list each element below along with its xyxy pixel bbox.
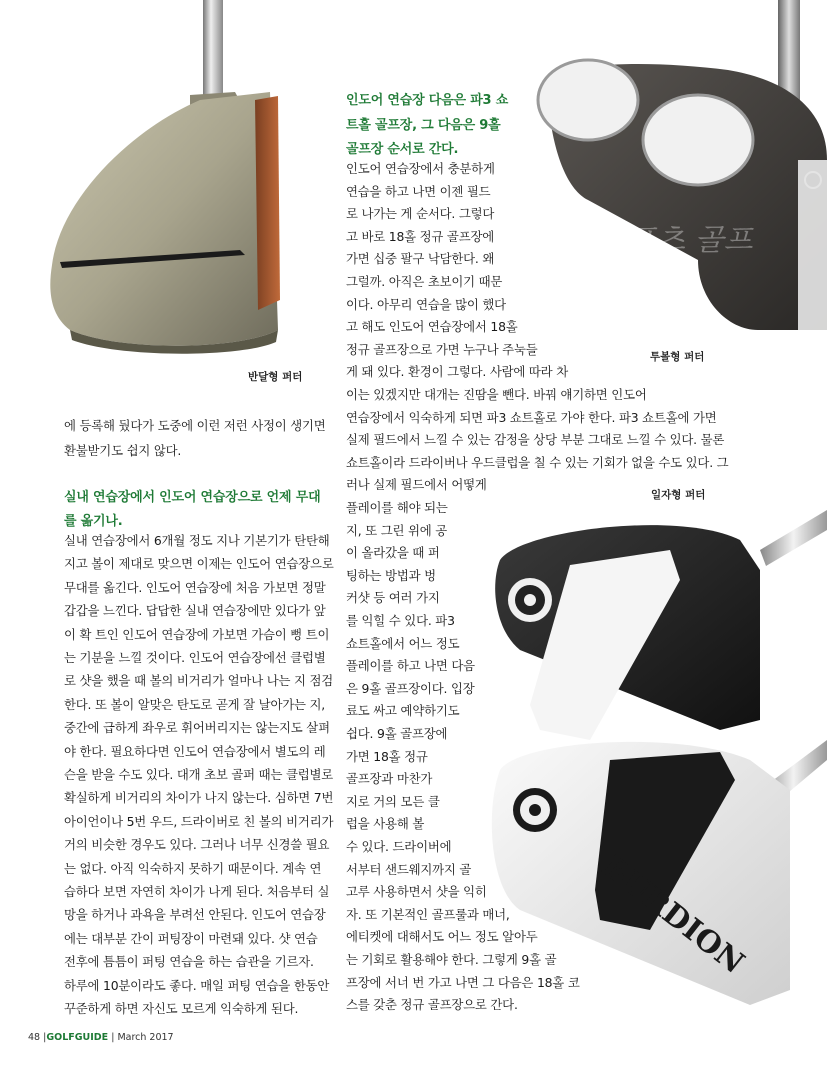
text-line: 야 한다. 필요하다면 인도어 연습장에서 별도의 레	[64, 743, 326, 759]
text-line: 플레이를 하고 나면 다음	[346, 658, 475, 674]
text-line: 쇼트홀에서 어느 정도	[346, 635, 460, 651]
text-line: 인도어 연습장 다음은 파3 쇼	[346, 93, 509, 108]
text-line: 환불받기도 쉽지 않다.	[64, 442, 182, 458]
text-line: 서부터 샌드웨지까지 골	[346, 861, 472, 877]
text-line: 실제 필드에서 느낄 수 있는 감정을 상당 부분 그대로 느낄 수 있다. 물론	[346, 432, 725, 448]
text-line: 이 확 트인 인도어 연습장에 가보면 가슴이 뻥 트이	[64, 626, 330, 642]
text-line: 프장에 서너 번 가고 나면 그 다음은 18홀 코	[346, 974, 580, 990]
text-line: 습하다 보면 자연히 차이가 나게 된다. 처음부터 실	[64, 884, 330, 899]
text-line: 인도어 연습장에서 충분하게	[346, 161, 495, 176]
text-line: 이다. 아무리 연습을 많이 했다	[346, 296, 506, 312]
text-line: 실내 연습장에서 6개월 정도 지나 기본기가 탄탄해	[64, 533, 330, 548]
text-line: 이는 있겠지만 대개는 진땀을 뺀다. 바꿔 얘기하면 인도어	[346, 387, 647, 402]
text-line: 를 익힐 수 있다. 파3	[346, 613, 455, 628]
text-line: 에티켓에 대해서도 어느 정도 알아두	[346, 929, 538, 945]
half-moon-putter-caption: 반달형 퍼터	[248, 371, 303, 383]
text-line: 한다. 또 볼이 알맞은 탄도로 곧게 잘 날아가는 지,	[64, 696, 326, 712]
text-line: 거의 비슷한 경우도 있다. 그러나 너무 신경쓸 필요	[64, 837, 330, 853]
text-line: 골프장과 마찬가	[346, 771, 433, 787]
text-line: 고루 사용하면서 샷을 익히	[346, 884, 487, 900]
text-line: 팅하는 방법과 벙	[346, 567, 436, 583]
text-line: 는 기회로 활용해야 한다. 그렇게 9홀 골	[346, 952, 557, 967]
text-line: 꾸준하게 하면 자신도 모르게 익숙하게 된다.	[64, 1001, 299, 1016]
page-footer	[28, 1032, 174, 1043]
text-line: 쉽다. 9홀 골프장에	[346, 726, 448, 741]
text-line: 러나 실제 필드에서 어떻게	[346, 477, 487, 493]
text-line: 는 없다. 아직 익숙하지 못하기 때문이다. 계속 연	[64, 860, 322, 876]
text-line: 에는 대부분 간이 퍼팅장이 마련돼 있다. 샷 연습	[64, 930, 318, 946]
text-line: 지, 또 그린 위에 공	[346, 522, 448, 538]
text-line: 하루에 10분이라도 좋다. 매일 퍼팅 연습을 한동안	[64, 977, 330, 993]
text-line: 플레이를 해야 되는	[346, 500, 448, 515]
text-line: 커샷 등 여러 가지	[346, 590, 440, 606]
text-line: 고 해도 인도어 연습장에서 18홀	[346, 319, 518, 335]
text-line: 지고 볼이 제대로 맞으면 이제는 인도어 연습장으로	[64, 556, 334, 572]
text-line: 로 나가는 게 순서다. 그렇다	[346, 206, 495, 222]
two-ball-putter-caption: 투볼형 퍼터	[650, 351, 705, 363]
text-line: 쇼트홀이라 드라이버나 우드클럽을 칠 수 있는 기회가 없을 수도 있다. 그	[346, 454, 729, 470]
text-line: 자. 또 기본적인 골프룰과 매너,	[346, 906, 510, 922]
text-line: 료도 싸고 예약하기도	[346, 703, 460, 719]
text-line: 중간에 급하게 좌우로 휘어버리지는 않는지도 살펴	[64, 720, 330, 736]
text-line: 게 돼 있다. 환경이 그렇다. 사람에 따라 차	[346, 364, 568, 380]
text-line: 무대를 옮긴다. 인도어 연습장에 처음 가보면 정말	[64, 579, 326, 595]
text-line: 골프장 순서로 간다.	[346, 142, 459, 157]
text-line: 는 기분을 느낄 것이다. 인도어 연습장에선 클럽별	[64, 650, 326, 665]
text-line: 럽을 사용해 볼	[346, 816, 425, 832]
page-number: 48	[28, 1032, 41, 1043]
text-line: 망을 하거나 과욕을 부려선 안된다. 인도어 연습장	[64, 907, 326, 923]
issue-date: March 2017	[117, 1032, 174, 1043]
text-line: 아이언이나 5번 우드, 드라이버로 친 볼의 비거리가	[64, 813, 334, 829]
text-line: 은 9홀 골프장이다. 입장	[346, 680, 475, 696]
watermark-text: 스포츠 골프	[598, 223, 753, 258]
text-line: 갑갑을 느낀다. 답답한 실내 연습장에만 있다가 앞	[64, 603, 326, 619]
text-line: 연습장에서 익숙하게 되면 파3 쇼트홀로 가야 한다. 파3 쇼트홀에 가면	[346, 409, 717, 425]
footer-separator: |	[43, 1032, 47, 1043]
text-line: 이 올라갔을 때 퍼	[346, 545, 440, 561]
text-line: 에 등록해 뒀다가 도중에 이런 저런 사정이 생기면	[64, 418, 326, 433]
footer-separator: |	[111, 1032, 115, 1043]
text-line: 확실하게 비거리의 차이가 나지 않는다. 심하면 7번	[64, 790, 334, 806]
text-line: 정규 골프장으로 가면 누구나 주눅들	[346, 341, 538, 357]
blade-putter-caption: 일자형 퍼터	[651, 489, 706, 501]
text-line: 를 옮기나.	[64, 514, 123, 529]
magazine-name: GOLFGUIDE	[46, 1032, 109, 1043]
half-moon-putter-image	[40, 0, 290, 360]
text-line: 가면 18홀 정규	[346, 748, 428, 764]
text-line: 로 샷을 했을 때 볼의 비거리가 얼마나 나는 지 점검	[64, 673, 334, 689]
text-line: 실내 연습장에서 인도어 연습장으로 언제 무대	[64, 490, 321, 505]
two-ball-putter-image	[528, 0, 827, 345]
text-line: 그럴까. 아직은 초보이기 때문	[346, 274, 503, 289]
burdion-brand-text: BURDION	[595, 848, 751, 982]
text-line: 가면 십중 팔구 낙담한다. 왜	[346, 251, 495, 267]
text-line: 수 있다. 드라이버에	[346, 839, 452, 854]
text-line: 고 바로 18홀 정규 골프장에	[346, 228, 495, 244]
text-line: 전후에 틈틈이 퍼팅 연습을 하는 습관을 기르자.	[64, 954, 314, 970]
text-line: 슨을 받을 수도 있다. 대개 초보 골퍼 때는 클럽별로	[64, 767, 334, 782]
text-line: 지로 거의 모든 클	[346, 793, 440, 809]
text-line: 트홀 골프장, 그 다음은 9홀	[346, 117, 501, 133]
text-line: 스를 갖춘 정규 골프장으로 간다.	[346, 997, 518, 1013]
text-line: 연습을 하고 나면 이젠 필드	[346, 183, 491, 199]
